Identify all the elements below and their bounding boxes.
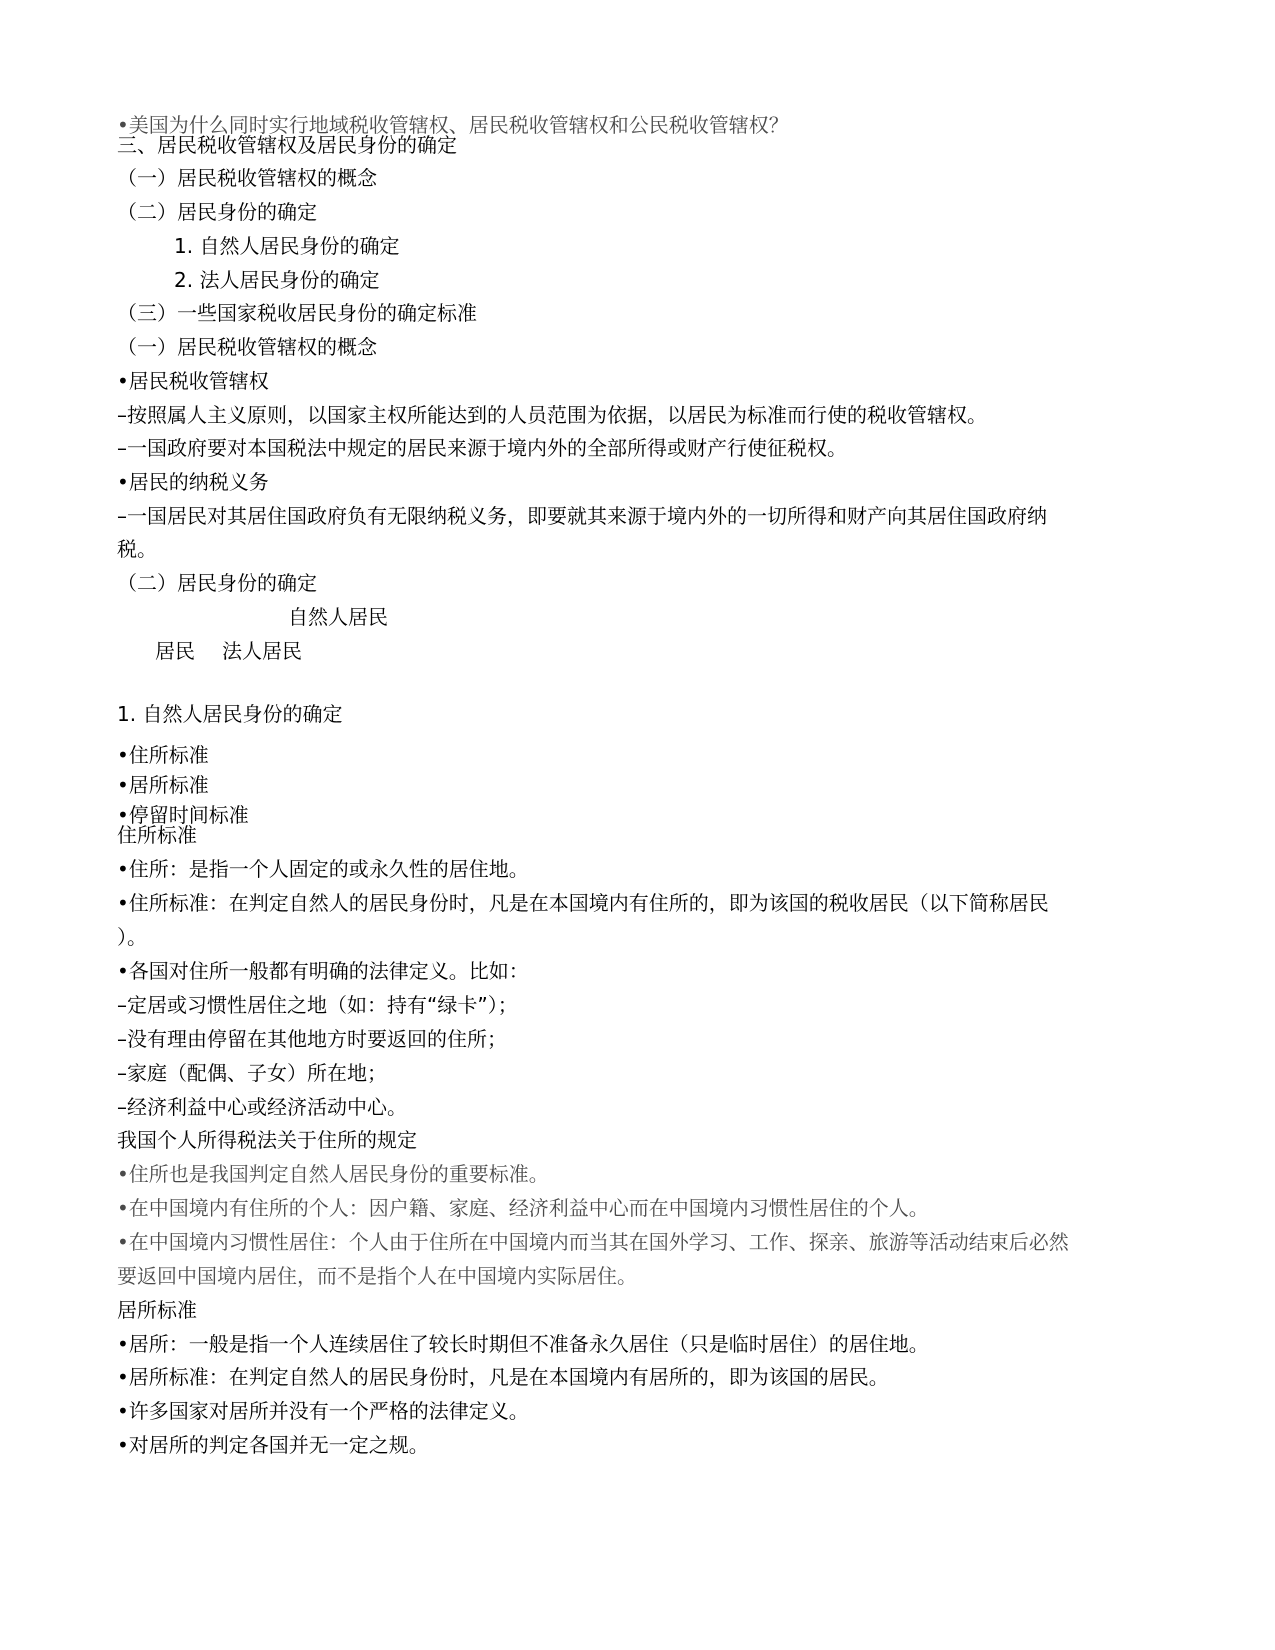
dash-item-continuation: 税。 (117, 537, 157, 561)
bullet-item: •在中国境内习惯性居住：个人由于住所在中国境内而当其在国外学习、工作、探亲、旅游等活动结束后必然 (117, 1230, 1069, 1254)
outline-item: （一）居民税收管辖权的概念 (117, 166, 377, 190)
bullet-item: •居民的纳税义务 (117, 470, 269, 494)
dash-item: –定居或习惯性居住之地（如：持有“绿卡”）； (117, 993, 518, 1017)
bullet-item: •对居所的判定各国并无一定之规。 (117, 1433, 429, 1457)
dash-item: –没有理由停留在其他地方时要返回的住所； (117, 1027, 507, 1051)
dash-item: –一国居民对其居住国政府负有无限纳税义务，即要就其来源于境内外的一切所得和财产向其居住国政府纳 (117, 504, 1047, 528)
subsection-heading: （一）居民税收管辖权的概念 (117, 335, 377, 359)
bullet-item: •住所也是我国判定自然人居民身份的重要标准。 (117, 1162, 549, 1186)
outline-subitem: 1. 自然人居民身份的确定 (174, 234, 400, 258)
diagram-label-natural-person: 自然人居民 (288, 605, 388, 629)
diagram-label-legal-person: 法人居民 (222, 639, 302, 663)
bullet-item: •居所：一般是指一个人连续居住了较长时期但不准备永久居住（只是临时居住）的居住地。 (117, 1332, 929, 1356)
subsection-heading: （二）居民身份的确定 (117, 571, 317, 595)
subsection-heading: 1. 自然人居民身份的确定 (117, 702, 343, 726)
bullet-item-continuation: 要返回中国境内居住，而不是指个人在中国境内实际居住。 (117, 1264, 637, 1288)
bullet-item: •停留时间标准 (117, 803, 249, 827)
outline-subitem: 2. 法人居民身份的确定 (174, 268, 380, 292)
bullet-item: •在中国境内有住所的个人：因户籍、家庭、经济利益中心而在中国境内习惯性居住的个人。 (117, 1196, 929, 1220)
bullet-item: •住所标准：在判定自然人的居民身份时，凡是在本国境内有住所的，即为该国的税收居民（以下简称居民 (117, 891, 1049, 915)
bullet-item: •住所：是指一个人固定的或永久性的居住地。 (117, 857, 529, 881)
dash-item: –经济利益中心或经济活动中心。 (117, 1095, 407, 1119)
outline-item: （二）居民身份的确定 (117, 200, 317, 224)
dash-item: –家庭（配偶、子女）所在地； (117, 1061, 387, 1085)
dash-item: –按照属人主义原则，以国家主权所能达到的人员范围为依据，以居民为标准而行使的税收管辖权。 (117, 403, 987, 427)
section-heading: 三、居民税收管辖权及居民身份的确定 (117, 133, 457, 157)
bullet-item: •居所标准 (117, 773, 209, 797)
bullet-item: •居所标准：在判定自然人的居民身份时，凡是在本国境内有居所的，即为该国的居民。 (117, 1365, 889, 1389)
subsection-heading: 住所标准 (117, 823, 197, 847)
bullet-item-continuation: ）。 (117, 925, 147, 949)
dash-item: –一国政府要对本国税法中规定的居民来源于境内外的全部所得或财产行使征税权。 (117, 436, 847, 460)
subsection-heading: 居所标准 (117, 1298, 197, 1322)
bullet-item: •各国对住所一般都有明确的法律定义。比如： (117, 959, 529, 983)
outline-item: （三）一些国家税收居民身份的确定标准 (117, 301, 477, 325)
subsection-heading: 我国个人所得税法关于住所的规定 (117, 1128, 417, 1152)
question-line: •美国为什么同时实行地域税收管辖权、居民税收管辖权和公民税收管辖权？ (117, 113, 789, 137)
bullet-item: •许多国家对居所并没有一个严格的法律定义。 (117, 1399, 529, 1423)
diagram-label-resident: 居民 (155, 639, 195, 663)
bullet-item: •居民税收管辖权 (117, 369, 269, 393)
bullet-item: •住所标准 (117, 743, 209, 767)
